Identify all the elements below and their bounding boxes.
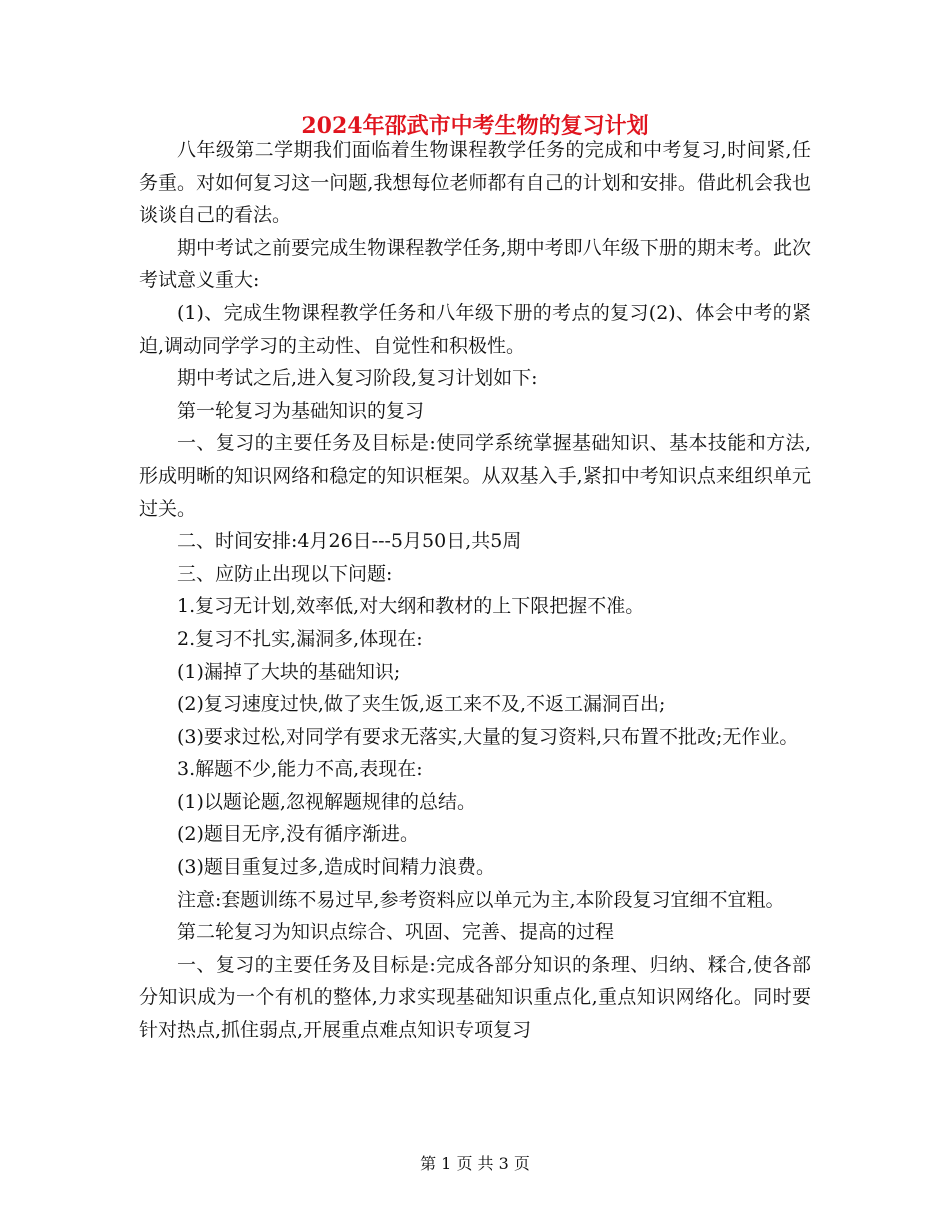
list-item: (2)复习速度过快,做了夹生饭,返工来不及,不返工漏洞百出; <box>177 693 666 716</box>
paragraph: 期中考试之前要完成生物课程教学任务,期中考即八年级下册的期末考。此次考试意义重大: <box>139 236 811 292</box>
list-item: 1.复习无计划,效率低,对大纲和教材的上下限把握不准。 <box>177 595 645 618</box>
paragraph: (1)、完成生物课程教学任务和八年级下册的考点的复习(2)、体会中考的紧迫,调动同学学习的主动性、自觉性和积极性。 <box>139 301 811 357</box>
paragraph: 一、复习的主要任务及目标是:使同学系统掌握基础知识、基本技能和方法,形成明晰的知识网络和稳定的知识框架。从双基入手,紧扣中考知识点来组织单元过关。 <box>139 432 811 520</box>
list-item: (3)题目重复过多,造成时间精力浪费。 <box>177 856 495 879</box>
section-heading: 第二轮复习为知识点综合、巩固、完善、提高的过程 <box>177 921 615 944</box>
list-item: (1)以题论题,忽视解题规律的总结。 <box>177 790 476 813</box>
list-item: 3.解题不少,能力不高,表现在: <box>177 758 423 781</box>
paragraph: 期中考试之后,进入复习阶段,复习计划如下: <box>177 367 538 390</box>
paragraph: 二、时间安排:4月26日---5月50日,共5周 <box>177 530 522 553</box>
document-body <box>139 134 811 1047</box>
list-item: (2)题目无序,没有循序渐进。 <box>177 823 419 846</box>
paragraph: 一、复习的主要任务及目标是:完成各部分知识的条理、归纳、糅合,使各部分知识成为一个有机的整体,力求实现基础知识重点化,重点知识网络化。同时要针对热点,抓住弱点,开展重点难点知识专项复习 <box>139 953 811 1042</box>
list-item: (1)漏掉了大块的基础知识; <box>177 660 401 683</box>
paragraph: 八年级第二学期我们面临着生物课程教学任务的完成和中考复习,时间紧,任务重。对如何复习这一问题,我想每位老师都有自己的计划和安排。借此机会我也谈谈自己的看法。 <box>139 139 811 227</box>
list-item: (3)要求过松,对同学有要求无落实,大量的复习资料,只布置不批改;无作业。 <box>177 725 799 748</box>
page-footer: 第 1 页 共 3 页 <box>420 1154 530 1173</box>
list-item: 2.复习不扎实,漏洞多,体现在: <box>177 627 423 650</box>
paragraph: 三、应防止出现以下问题: <box>177 562 393 585</box>
note-paragraph: 注意:套题训练不易过早,参考资料应以单元为主,本阶段复习宜细不宜粗。 <box>177 888 785 911</box>
section-heading: 第一轮复习为基础知识的复习 <box>177 399 425 422</box>
document-title: 2024年邵武市中考生物的复习计划 <box>301 113 649 139</box>
